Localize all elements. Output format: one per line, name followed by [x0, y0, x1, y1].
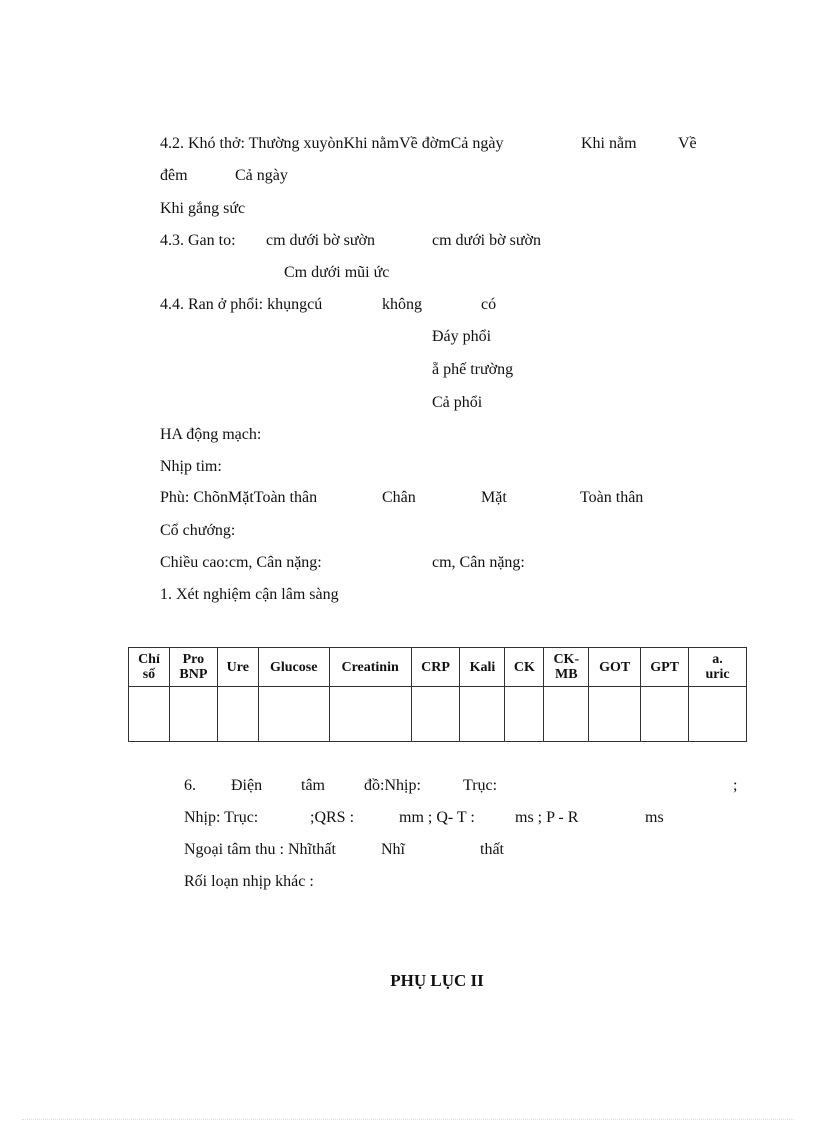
ecg-semicolon: ;	[733, 777, 738, 794]
col-gpt: GPT	[641, 648, 689, 687]
ecg-pr: ms ; P - R	[515, 809, 579, 826]
table-cell[interactable]	[689, 687, 747, 742]
ecg-ventricular: thất	[480, 841, 504, 858]
col-glucose: Glucose	[258, 648, 329, 687]
ecg-number: 6.	[184, 777, 196, 794]
ascites: Cổ chướng:	[160, 522, 236, 539]
lab-tests-heading: 1. Xét nghiệm cận lâm sàng	[160, 586, 339, 603]
table-row	[129, 687, 747, 742]
col-uric-acid: a. uric	[689, 648, 747, 687]
col-ure: Ure	[217, 648, 258, 687]
ecg-word-2: tâm	[301, 777, 325, 794]
ecg-word-1: Điện	[231, 777, 263, 794]
table-cell[interactable]	[505, 687, 544, 742]
liver-value-2: cm dưới bờ sườn	[432, 232, 541, 249]
lung-rales-yes: có	[481, 296, 497, 313]
ecg-axis: Trục:	[463, 777, 498, 794]
dyspnea-line: 4.2. Khó thở: Thường xuyònKhi nằmVề đờmCả ngày	[160, 135, 504, 152]
heart-rate: Nhịp tim:	[160, 458, 222, 475]
table-header-row	[129, 648, 747, 687]
col-got: GOT	[589, 648, 641, 687]
ecg-atrial: Nhĩ	[381, 841, 405, 858]
edema-label: Phù: ChõnMặtToàn thân	[160, 489, 318, 506]
ecg-other-arrhythmia: Rối loạn nhịp khác :	[184, 873, 314, 890]
edema-face: Mặt	[481, 489, 507, 506]
table-cell[interactable]	[329, 687, 411, 742]
ecg-qrs: ;QRS :	[310, 809, 355, 826]
table-cell[interactable]	[641, 687, 689, 742]
edema-legs: Chân	[382, 489, 416, 506]
ecg-rhythm-axis: Nhịp: Trục:	[184, 809, 259, 826]
col-kali: Kali	[460, 648, 505, 687]
blood-pressure: HA động mạch:	[160, 426, 262, 443]
table-cell[interactable]	[544, 687, 589, 742]
table-cell[interactable]	[460, 687, 505, 742]
col-index: Chỉ số	[129, 648, 170, 687]
ecg-qt: mm ; Q- T :	[399, 809, 475, 826]
dyspnea-option-lying: Khi nằm	[581, 135, 637, 152]
lung-half-field: ẵ phế trường	[432, 361, 514, 378]
dyspnea-option-night: Về	[678, 135, 697, 152]
col-creatinin: Creatinin	[329, 648, 411, 687]
liver-label: 4.3. Gan to:	[160, 232, 236, 249]
table-cell[interactable]	[129, 687, 170, 742]
lung-base: Đáy phổi	[432, 328, 492, 345]
table-cell[interactable]	[411, 687, 460, 742]
liver-xiphoid: Cm dưới mũi ức	[284, 264, 390, 281]
col-ck: CK	[505, 648, 544, 687]
ecg-ms-unit: ms	[645, 809, 664, 826]
lung-whole: Cả phổi	[432, 394, 483, 411]
dyspnea-all-day: Cả ngày	[235, 167, 288, 184]
edema-whole-body: Toàn thân	[580, 489, 644, 506]
table-cell[interactable]	[169, 687, 217, 742]
liver-value-1: cm dưới bờ sườn	[266, 232, 375, 249]
appendix-title: PHỤ LỤC II	[390, 971, 484, 990]
height-weight: Chiều cao:cm, Cân nặng:	[160, 554, 322, 571]
lung-rales-label: 4.4. Ran ở phổi: khụngcú	[160, 296, 323, 313]
dyspnea-exertion: Khi gắng sức	[160, 200, 246, 217]
dyspnea-night-text: đêm	[160, 167, 188, 184]
table-cell[interactable]	[258, 687, 329, 742]
col-crp: CRP	[411, 648, 460, 687]
lab-results-table	[128, 647, 747, 742]
col-ckmb: CK- MB	[544, 648, 589, 687]
ecg-rhythm: đồ:Nhịp:	[364, 777, 421, 794]
lung-rales-no: không	[382, 296, 422, 313]
col-probnp: Pro BNP	[169, 648, 217, 687]
table-cell[interactable]	[589, 687, 641, 742]
table-cell[interactable]	[217, 687, 258, 742]
ecg-extrasystole: Ngoại tâm thu : Nhĩthất	[184, 841, 336, 858]
weight-label: cm, Cân nặng:	[432, 554, 525, 571]
page-bottom-divider	[22, 1119, 794, 1120]
